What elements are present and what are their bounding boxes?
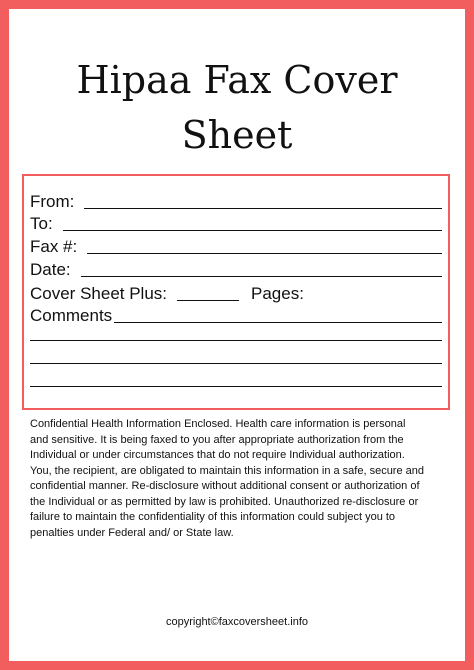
comments-row <box>30 306 442 326</box>
comments-label: Comments <box>30 306 113 325</box>
fax-row <box>30 237 442 257</box>
from-field[interactable] <box>84 208 442 209</box>
to-field[interactable] <box>63 230 442 231</box>
date-field[interactable] <box>81 276 442 277</box>
from-label: From: <box>30 192 75 211</box>
comments-line-3[interactable] <box>30 363 442 364</box>
cover-sheet-plus-label: Cover Sheet Plus: <box>30 284 168 303</box>
title-line-2: Sheet <box>181 113 293 157</box>
date-label: Date: <box>30 260 71 279</box>
fax-cover-page <box>9 9 465 661</box>
comments-field[interactable] <box>114 322 442 323</box>
to-label: To: <box>30 214 53 233</box>
fax-field[interactable] <box>87 253 442 254</box>
fax-form <box>22 174 450 410</box>
date-row <box>30 260 442 280</box>
title-line-1: Hipaa Fax Cover <box>76 58 398 102</box>
copyright-text: copyright©faxcoversheet.info <box>165 616 308 628</box>
from-row <box>30 192 442 212</box>
comments-line-2[interactable] <box>30 340 442 341</box>
fax-label: Fax #: <box>30 237 78 256</box>
cover-sheet-plus-row <box>30 284 442 304</box>
page-title <box>9 53 465 163</box>
confidentiality-notice: Confidential Health Information Enclosed. Health care information is personal and sensitive. It is being faxed to you after appropriate authorization from the Individual or under circumstances that do not require Individual authorization. You, the recipient, are obligated to maintain this information in a safe, secure and confidential manner. Re-disclosure without additional consent or authorization of the Individual or as permitted by law is prohibited. Unauthorized re-disclosure or failure to maintain the confidentiality of this information could subject you to penalties under Federal and/ or State law. <box>30 418 425 539</box>
to-row <box>30 214 442 234</box>
comments-line-4[interactable] <box>30 386 442 387</box>
pages-label: Pages: <box>251 284 304 303</box>
cover-sheet-plus-field[interactable] <box>177 300 239 301</box>
